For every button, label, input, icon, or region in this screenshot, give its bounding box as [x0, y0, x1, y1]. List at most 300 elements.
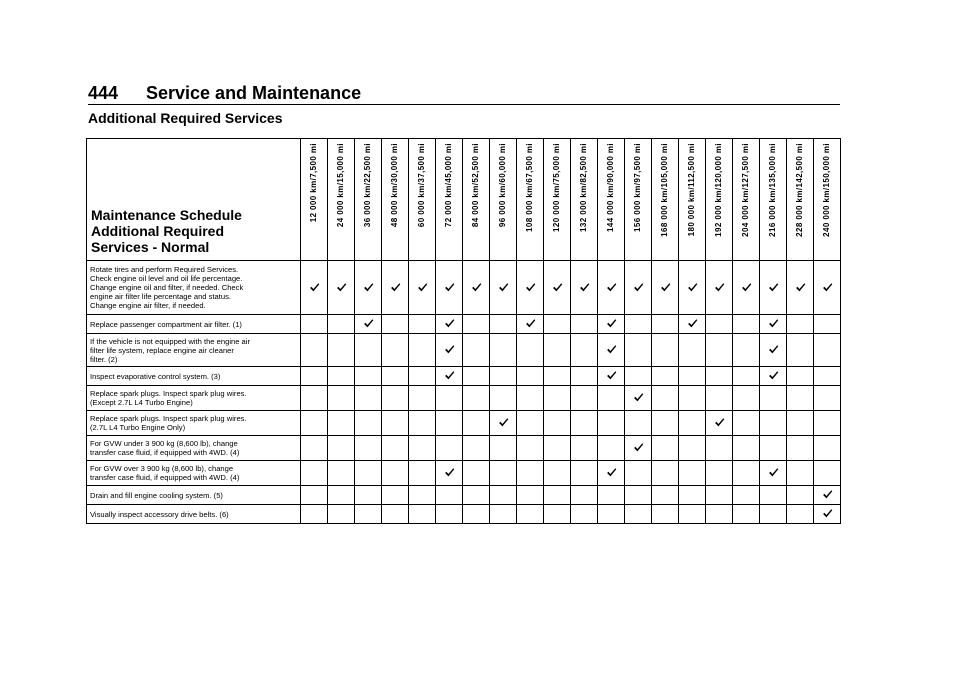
interval-label: 204 000 km/127,500 mi	[741, 143, 750, 237]
interval-cell	[517, 411, 544, 436]
interval-cell	[625, 386, 652, 411]
interval-cell	[355, 436, 382, 461]
interval-cell	[463, 386, 490, 411]
check-icon	[687, 318, 698, 329]
interval-cell	[436, 315, 463, 334]
interval-cell	[490, 315, 517, 334]
interval-cell	[517, 505, 544, 524]
interval-cell	[544, 436, 571, 461]
interval-cell	[733, 315, 760, 334]
check-icon	[687, 282, 698, 293]
interval-cell	[706, 386, 733, 411]
interval-cell	[544, 386, 571, 411]
interval-header	[301, 139, 328, 261]
interval-cell	[787, 386, 814, 411]
interval-label: 228 000 km/142,500 mi	[795, 143, 804, 237]
interval-cell	[733, 334, 760, 367]
interval-cell	[760, 436, 787, 461]
interval-cell	[436, 505, 463, 524]
interval-cell	[679, 315, 706, 334]
interval-cell	[382, 505, 409, 524]
interval-cell	[814, 461, 841, 486]
interval-cell	[436, 367, 463, 386]
check-icon	[336, 282, 347, 293]
interval-cell	[328, 261, 355, 315]
interval-header	[382, 139, 409, 261]
service-description: Replace passenger compartment air filter. (1)	[90, 319, 242, 329]
interval-cell	[328, 386, 355, 411]
interval-cell	[463, 315, 490, 334]
interval-cell	[409, 411, 436, 436]
interval-cell	[652, 334, 679, 367]
interval-cell	[355, 411, 382, 436]
interval-cell	[733, 367, 760, 386]
interval-cell	[679, 486, 706, 505]
interval-cell	[679, 334, 706, 367]
interval-header	[652, 139, 679, 261]
interval-cell	[706, 486, 733, 505]
interval-cell	[301, 505, 328, 524]
service-description: Visually inspect accessory drive belts. (6)	[90, 509, 229, 519]
interval-label: 96 000 km/60,000 mi	[498, 143, 507, 228]
interval-cell	[760, 315, 787, 334]
interval-header	[355, 139, 382, 261]
interval-cell	[490, 411, 517, 436]
interval-cell	[301, 461, 328, 486]
check-icon	[768, 344, 779, 355]
interval-cell	[571, 261, 598, 315]
interval-cell	[652, 461, 679, 486]
interval-cell	[490, 486, 517, 505]
check-icon	[525, 318, 536, 329]
interval-cell	[814, 334, 841, 367]
interval-header	[436, 139, 463, 261]
interval-cell	[706, 411, 733, 436]
interval-cell	[355, 367, 382, 386]
interval-header	[679, 139, 706, 261]
interval-label: 168 000 km/105,000 mi	[660, 143, 669, 237]
interval-cell	[652, 367, 679, 386]
check-icon	[633, 442, 644, 453]
interval-cell	[301, 367, 328, 386]
interval-cell	[598, 315, 625, 334]
table-header-row	[87, 139, 841, 261]
interval-cell	[571, 334, 598, 367]
interval-header	[517, 139, 544, 261]
interval-cell	[625, 436, 652, 461]
service-description-cell	[87, 367, 301, 386]
service-description-cell	[87, 436, 301, 461]
interval-cell	[301, 436, 328, 461]
interval-cell	[760, 334, 787, 367]
interval-cell	[544, 315, 571, 334]
service-description: Replace spark plugs. Inspect spark plug wires. (Except 2.7L L4 Turbo Engine)	[90, 389, 247, 407]
check-icon	[444, 318, 455, 329]
service-description: For GVW over 3 900 kg (8,600 lb), change transfer case fluid, if equipped with 4WD. (4)	[90, 464, 240, 482]
check-icon	[444, 344, 455, 355]
interval-cell	[544, 367, 571, 386]
interval-cell	[328, 334, 355, 367]
check-icon	[444, 282, 455, 293]
interval-cell	[625, 261, 652, 315]
interval-cell	[706, 315, 733, 334]
interval-cell	[463, 505, 490, 524]
check-icon	[498, 417, 509, 428]
interval-cell	[706, 334, 733, 367]
interval-cell	[382, 436, 409, 461]
interval-cell	[787, 367, 814, 386]
interval-cell	[301, 486, 328, 505]
interval-cell	[544, 486, 571, 505]
interval-cell	[733, 386, 760, 411]
interval-label: 120 000 km/75,000 mi	[552, 143, 561, 232]
service-description-cell	[87, 315, 301, 334]
interval-cell	[544, 334, 571, 367]
interval-cell	[625, 505, 652, 524]
table-body	[87, 261, 841, 524]
interval-cell	[652, 411, 679, 436]
interval-cell	[679, 386, 706, 411]
service-description-cell	[87, 334, 301, 367]
interval-cell	[382, 461, 409, 486]
interval-label: 156 000 km/97,500 mi	[633, 143, 642, 232]
interval-cell	[652, 261, 679, 315]
interval-label: 132 000 km/82,500 mi	[579, 143, 588, 232]
interval-header	[706, 139, 733, 261]
interval-label: 48 000 km/30,000 mi	[390, 143, 399, 228]
service-description: For GVW under 3 900 kg (8,600 lb), change transfer case fluid, if equipped with 4WD. (4)	[90, 439, 240, 457]
interval-cell	[679, 261, 706, 315]
interval-cell	[706, 505, 733, 524]
interval-cell	[625, 411, 652, 436]
interval-cell	[679, 505, 706, 524]
interval-cell	[814, 505, 841, 524]
table-row	[87, 486, 841, 505]
interval-cell	[733, 505, 760, 524]
interval-cell	[490, 461, 517, 486]
interval-cell	[571, 315, 598, 334]
interval-cell	[328, 436, 355, 461]
check-icon	[363, 282, 374, 293]
interval-cell	[787, 411, 814, 436]
check-icon	[417, 282, 428, 293]
table-row	[87, 436, 841, 461]
interval-cell	[328, 505, 355, 524]
interval-cell	[544, 411, 571, 436]
interval-cell	[625, 334, 652, 367]
check-icon	[579, 282, 590, 293]
interval-cell	[652, 436, 679, 461]
interval-cell	[652, 315, 679, 334]
interval-cell	[571, 436, 598, 461]
interval-cell	[301, 315, 328, 334]
interval-cell	[760, 486, 787, 505]
interval-cell	[814, 486, 841, 505]
interval-cell	[598, 411, 625, 436]
interval-cell	[517, 386, 544, 411]
section-title: Additional Required Services	[88, 110, 283, 126]
interval-label: 216 000 km/135,000 mi	[768, 143, 777, 237]
interval-cell	[733, 486, 760, 505]
interval-cell	[355, 461, 382, 486]
interval-cell	[301, 261, 328, 315]
service-description-cell	[87, 486, 301, 505]
check-icon	[606, 467, 617, 478]
check-icon	[660, 282, 671, 293]
interval-cell	[436, 386, 463, 411]
interval-cell	[598, 261, 625, 315]
interval-cell	[571, 461, 598, 486]
interval-cell	[598, 486, 625, 505]
interval-cell	[787, 334, 814, 367]
check-icon	[309, 282, 320, 293]
service-description: Rotate tires and perform Required Services. Check engine oil level and oil life percentage. Change engine oil and filter, if needed. Check engine air filter life percentage and status. Change engine air filter, if needed.	[90, 265, 244, 310]
interval-cell	[706, 461, 733, 486]
check-icon	[552, 282, 563, 293]
interval-cell	[598, 386, 625, 411]
interval-cell	[679, 411, 706, 436]
table-row	[87, 505, 841, 524]
interval-cell	[328, 367, 355, 386]
interval-cell	[409, 505, 436, 524]
check-icon	[606, 282, 617, 293]
interval-cell	[436, 461, 463, 486]
interval-cell	[463, 486, 490, 505]
interval-cell	[490, 261, 517, 315]
interval-header	[328, 139, 355, 261]
interval-cell	[409, 315, 436, 334]
interval-cell	[625, 367, 652, 386]
interval-header	[733, 139, 760, 261]
interval-cell	[706, 261, 733, 315]
interval-cell	[328, 411, 355, 436]
table-row	[87, 315, 841, 334]
check-icon	[606, 370, 617, 381]
interval-cell	[382, 411, 409, 436]
interval-cell	[517, 261, 544, 315]
interval-cell	[652, 486, 679, 505]
check-icon	[525, 282, 536, 293]
interval-cell	[436, 411, 463, 436]
interval-cell	[490, 386, 517, 411]
page-header	[88, 82, 840, 105]
interval-cell	[436, 486, 463, 505]
check-icon	[795, 282, 806, 293]
interval-cell	[517, 436, 544, 461]
interval-cell	[517, 315, 544, 334]
service-description-cell	[87, 411, 301, 436]
interval-cell	[733, 411, 760, 436]
check-icon	[822, 282, 833, 293]
interval-cell	[598, 436, 625, 461]
interval-cell	[787, 461, 814, 486]
interval-header	[814, 139, 841, 261]
interval-cell	[787, 315, 814, 334]
interval-label: 12 000 km/7,500 mi	[309, 143, 318, 223]
interval-cell	[760, 461, 787, 486]
interval-cell	[787, 486, 814, 505]
interval-label: 60 000 km/37,500 mi	[417, 143, 426, 228]
interval-cell	[301, 411, 328, 436]
interval-cell	[409, 386, 436, 411]
check-icon	[714, 282, 725, 293]
check-icon	[633, 392, 644, 403]
check-icon	[606, 318, 617, 329]
service-description-cell	[87, 261, 301, 315]
interval-cell	[625, 315, 652, 334]
interval-cell	[679, 461, 706, 486]
interval-cell	[490, 367, 517, 386]
interval-cell	[409, 261, 436, 315]
interval-cell	[463, 367, 490, 386]
interval-cell	[490, 505, 517, 524]
interval-cell	[409, 367, 436, 386]
interval-cell	[355, 261, 382, 315]
interval-label: 24 000 km/15,000 mi	[336, 143, 345, 228]
table-row	[87, 261, 841, 315]
interval-cell	[463, 261, 490, 315]
interval-cell	[814, 367, 841, 386]
interval-cell	[382, 261, 409, 315]
check-icon	[768, 370, 779, 381]
check-icon	[363, 318, 374, 329]
interval-cell	[706, 367, 733, 386]
interval-cell	[517, 334, 544, 367]
service-description-cell	[87, 386, 301, 411]
service-description-cell	[87, 461, 301, 486]
page-number: 444	[88, 83, 119, 103]
table-row	[87, 367, 841, 386]
interval-label: 240 000 km/150,000 mi	[822, 143, 831, 237]
interval-cell	[652, 505, 679, 524]
service-description: If the vehicle is not equipped with the engine air filter life system, replace engine air cleaner filter. (2)	[90, 336, 250, 364]
interval-cell	[760, 261, 787, 315]
interval-cell	[517, 367, 544, 386]
check-icon	[471, 282, 482, 293]
check-icon	[822, 508, 833, 519]
interval-label: 180 000 km/112,500 mi	[687, 143, 696, 237]
interval-label: 72 000 km/45,000 mi	[444, 143, 453, 228]
interval-cell	[436, 334, 463, 367]
interval-cell	[355, 334, 382, 367]
interval-cell	[571, 367, 598, 386]
interval-header	[787, 139, 814, 261]
check-icon	[714, 417, 725, 428]
check-icon	[768, 467, 779, 478]
service-description: Drain and fill engine cooling system. (5)	[90, 490, 223, 500]
interval-cell	[409, 334, 436, 367]
interval-cell	[733, 261, 760, 315]
table-heading-text: Maintenance Schedule Additional Required Services - Normal	[91, 207, 242, 255]
interval-cell	[598, 334, 625, 367]
check-icon	[633, 282, 644, 293]
interval-header	[625, 139, 652, 261]
table-row	[87, 386, 841, 411]
maintenance-schedule-table	[86, 138, 841, 524]
interval-label: 36 000 km/22,500 mi	[363, 143, 372, 228]
interval-cell	[625, 486, 652, 505]
check-icon	[390, 282, 401, 293]
interval-cell	[787, 505, 814, 524]
interval-cell	[814, 436, 841, 461]
interval-cell	[652, 386, 679, 411]
interval-cell	[625, 461, 652, 486]
interval-header	[463, 139, 490, 261]
interval-cell	[409, 486, 436, 505]
interval-cell	[328, 315, 355, 334]
check-icon	[768, 282, 779, 293]
interval-cell	[382, 334, 409, 367]
page-title: Service and Maintenance	[146, 83, 362, 103]
interval-cell	[328, 461, 355, 486]
interval-cell	[355, 486, 382, 505]
interval-cell	[571, 505, 598, 524]
interval-cell	[814, 261, 841, 315]
interval-cell	[490, 334, 517, 367]
interval-cell	[463, 411, 490, 436]
interval-header	[598, 139, 625, 261]
interval-cell	[490, 436, 517, 461]
interval-cell	[544, 505, 571, 524]
check-icon	[606, 344, 617, 355]
interval-header	[544, 139, 571, 261]
interval-cell	[571, 386, 598, 411]
check-icon	[822, 489, 833, 500]
interval-cell	[382, 486, 409, 505]
interval-cell	[706, 436, 733, 461]
interval-cell	[679, 436, 706, 461]
table-row	[87, 334, 841, 367]
interval-cell	[328, 486, 355, 505]
interval-cell	[571, 411, 598, 436]
interval-cell	[517, 486, 544, 505]
interval-cell	[760, 367, 787, 386]
interval-cell	[517, 461, 544, 486]
interval-cell	[787, 436, 814, 461]
interval-label: 144 000 km/90,000 mi	[606, 143, 615, 232]
interval-cell	[544, 261, 571, 315]
table-row	[87, 461, 841, 486]
interval-cell	[598, 505, 625, 524]
interval-cell	[463, 334, 490, 367]
interval-cell	[355, 315, 382, 334]
interval-cell	[382, 367, 409, 386]
interval-cell	[814, 315, 841, 334]
interval-cell	[733, 436, 760, 461]
check-icon	[768, 318, 779, 329]
interval-cell	[382, 315, 409, 334]
interval-cell	[544, 461, 571, 486]
interval-cell	[301, 386, 328, 411]
interval-cell	[733, 461, 760, 486]
service-description-cell	[87, 505, 301, 524]
interval-cell	[598, 461, 625, 486]
interval-header	[409, 139, 436, 261]
interval-cell	[355, 505, 382, 524]
interval-cell	[787, 261, 814, 315]
table-heading	[87, 139, 301, 261]
interval-cell	[463, 461, 490, 486]
service-description: Replace spark plugs. Inspect spark plug wires. (2.7L L4 Turbo Engine Only)	[90, 414, 247, 432]
interval-header	[571, 139, 598, 261]
interval-cell	[463, 436, 490, 461]
interval-cell	[760, 386, 787, 411]
interval-header	[490, 139, 517, 261]
interval-label: 108 000 km/67,500 mi	[525, 143, 534, 232]
interval-cell	[409, 436, 436, 461]
interval-cell	[436, 261, 463, 315]
service-description: Inspect evaporative control system. (3)	[90, 371, 221, 381]
